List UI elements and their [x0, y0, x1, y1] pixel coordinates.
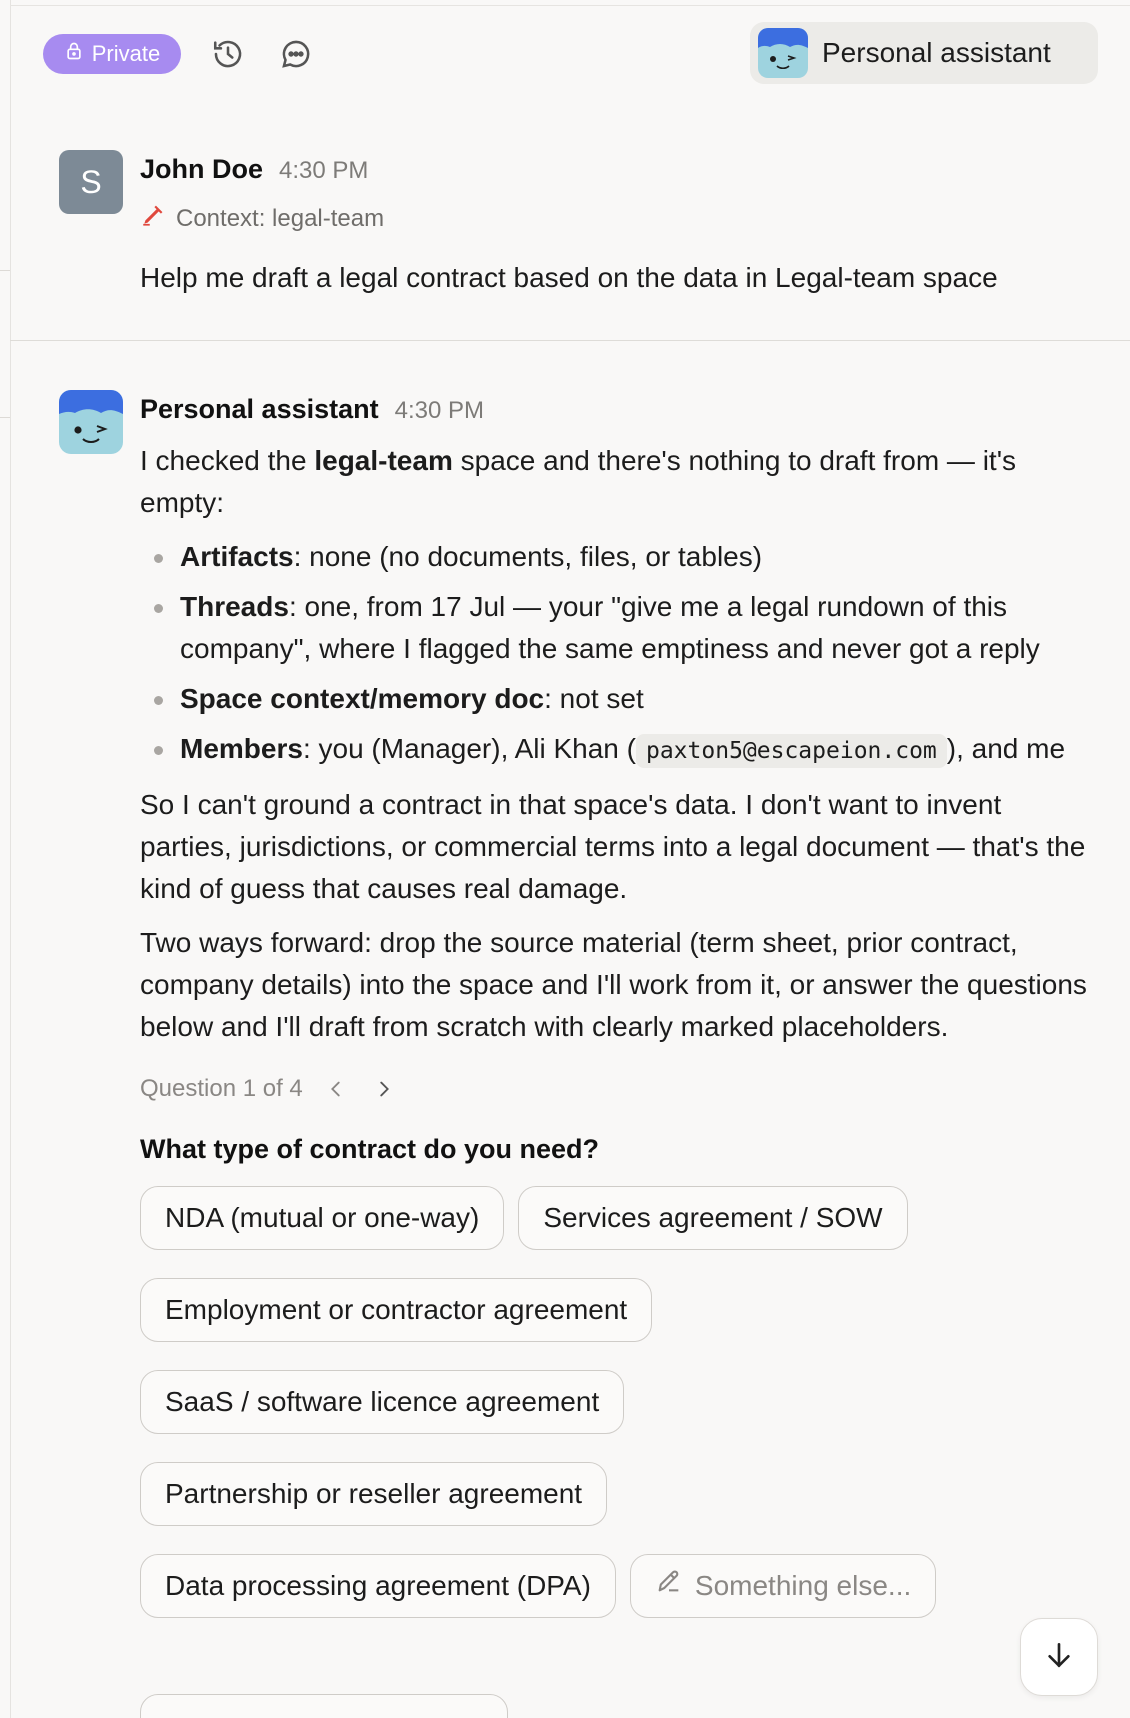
pen-icon	[140, 202, 166, 235]
intro-paragraph	[140, 440, 1090, 524]
user-message-header	[140, 154, 368, 185]
assistant-message-author: Personal assistant	[140, 394, 379, 424]
lock-icon	[64, 41, 84, 67]
message-divider	[10, 340, 1130, 341]
list-item	[140, 678, 1090, 720]
private-label: Private	[91, 41, 161, 66]
private-badge[interactable]	[43, 34, 181, 74]
context-label: Context: legal-team	[176, 204, 385, 232]
chevron-right-icon[interactable]	[369, 1074, 399, 1104]
user-message-text: Help me draft a legal contract based on the data in Legal-team space	[140, 262, 998, 293]
thread-header	[0, 0, 1130, 110]
intro-space-name: legal-team	[314, 445, 453, 476]
list-item-text: : not set	[544, 683, 644, 714]
member-email: paxton5@escapeion.com	[636, 734, 947, 768]
assistant-selector[interactable]	[750, 22, 1098, 84]
assistant-name: Personal assistant	[822, 37, 1051, 68]
question-navigator	[140, 1068, 1090, 1110]
question-counter: Question 1 of 4	[140, 1075, 303, 1102]
question-title: What type of contract do you need?	[140, 1134, 600, 1164]
list-item-text-end: ), and me	[946, 733, 1066, 764]
list-item-label: Threads	[180, 591, 289, 622]
left-rail-tick	[0, 270, 10, 271]
intro-text-end: space and there's nothing to draft from — it's empty:	[140, 445, 1017, 518]
option-partial[interactable]	[140, 1694, 508, 1718]
option-partnership[interactable]: Partnership or reseller agreement	[140, 1462, 607, 1526]
list-item-label: Space context/memory doc	[180, 683, 545, 714]
chevron-left-icon[interactable]	[321, 1074, 351, 1104]
arrow-down-icon	[1043, 1639, 1075, 1676]
list-item	[140, 536, 1090, 578]
list-item-label: Artifacts	[180, 541, 294, 572]
list-item	[140, 586, 1090, 670]
user-avatar: S	[59, 150, 123, 214]
chat-icon[interactable]	[278, 36, 314, 72]
intro-text: I checked the	[140, 445, 315, 476]
left-rail-tick	[0, 417, 10, 418]
option-saas[interactable]: SaaS / software licence agreement	[140, 1370, 624, 1434]
assistant-message-header	[140, 394, 484, 425]
history-icon[interactable]	[210, 36, 246, 72]
option-services-agreement[interactable]: Services agreement / SOW	[518, 1186, 907, 1250]
space-summary-list	[140, 536, 1090, 772]
option-something-else[interactable]	[630, 1554, 936, 1618]
left-rail	[10, 0, 11, 1718]
paragraph: Two ways forward: drop the source material (term sheet, prior contract, company details) into the space and I'll work from it, or answer the questions below and I'll draft from scratch with clearly marked placeholders.	[140, 927, 1087, 1042]
list-item-label: Members	[180, 733, 303, 764]
scroll-to-bottom-button[interactable]	[1020, 1618, 1098, 1696]
assistant-message-body	[140, 440, 1090, 1618]
list-item	[140, 728, 1090, 772]
answer-options	[140, 1186, 1060, 1618]
pencil-icon	[655, 1565, 683, 1607]
option-dpa[interactable]: Data processing agreement (DPA)	[140, 1554, 616, 1618]
paragraph: So I can't ground a contract in that space's data. I don't want to invent parties, jurisdictions, or commercial terms into a legal document — that's the kind of guess that causes real damage.	[140, 789, 1086, 904]
option-employment[interactable]: Employment or contractor agreement	[140, 1278, 652, 1342]
something-else-label: Something else...	[694, 1570, 912, 1601]
user-message-time: 4:30 PM	[279, 157, 369, 184]
list-item-text: : none (no documents, files, or tables)	[293, 541, 763, 572]
list-item-text: : you (Manager), Ali Khan (	[302, 733, 636, 764]
user-name: John Doe	[140, 154, 264, 184]
assistant-message-time: 4:30 PM	[394, 397, 485, 424]
context-tag[interactable]	[140, 202, 384, 235]
list-item-text: : one, from 17 Jul — your "give me a legal rundown of this company", where I flagged the same emptiness and never got a reply	[180, 591, 1040, 664]
assistant-avatar	[758, 28, 808, 78]
option-nda[interactable]: NDA (mutual or one-way)	[140, 1186, 504, 1250]
assistant-message-avatar	[59, 390, 123, 454]
